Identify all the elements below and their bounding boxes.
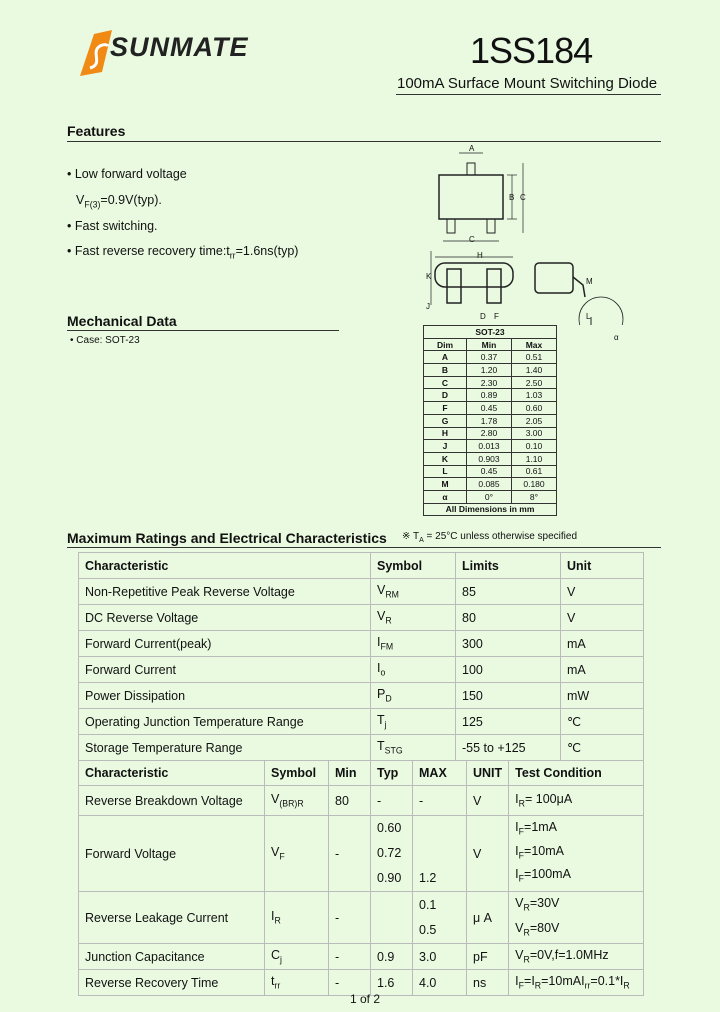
cell-limit: 80 [456, 605, 561, 631]
cell-unit: mW [561, 683, 644, 709]
sot-cell: 0.60 [512, 402, 557, 415]
cell-unit: mA [561, 631, 644, 657]
cell-characteristic: Forward Current [79, 657, 371, 683]
table-row [424, 351, 557, 364]
cell-unit: V [561, 605, 644, 631]
sot-cell: K [424, 452, 467, 465]
sot-cell: 1.78 [467, 414, 512, 427]
cell-symbol: $V_{RM}$ [371, 579, 456, 605]
cell-max: 1.2 [413, 816, 467, 892]
sot-cell: 0.45 [467, 465, 512, 478]
sot-cell: G [424, 414, 467, 427]
cell-max: 3.0 [413, 944, 467, 970]
cell-symbol: $I_o$ [371, 657, 456, 683]
table-row [424, 376, 557, 389]
cell-limit: 85 [456, 579, 561, 605]
table-row [79, 553, 644, 579]
header-characteristic: Characteristic [79, 761, 265, 786]
header-min: Min [329, 761, 371, 786]
cell-characteristic: Reverse Leakage Current [79, 892, 265, 944]
cell-symbol: $T_j$ [371, 709, 456, 735]
cell-symbol: $I_R$ [265, 892, 329, 944]
cell-unit: ℃ [561, 735, 644, 761]
feature-trr: • Fast reverse recovery $time:t_{rr}=1.6ns(typ)$ [67, 244, 299, 261]
cell-characteristic: Non-Repetitive Peak Reverse Voltage [79, 579, 371, 605]
sot-cell: 0.085 [467, 478, 512, 491]
page-subtitle: 100mA Surface Mount Switching Diode [397, 75, 658, 92]
cell-unit: μ A [467, 892, 509, 944]
cell-max: 0.1 0.5 [413, 892, 467, 944]
header-limits: Limits [456, 553, 561, 579]
cell-unit: ns [467, 970, 509, 996]
cell-characteristic: Forward Voltage [79, 816, 265, 892]
sot-cell: 0.51 [512, 351, 557, 364]
sot-cell: M [424, 478, 467, 491]
table-row [424, 414, 557, 427]
dim-label-b: B [509, 193, 515, 202]
dim-label-d: D [480, 312, 486, 321]
sot-cell: 0.89 [467, 389, 512, 402]
table-row [424, 427, 557, 440]
table-row [424, 452, 557, 465]
dim-label-a: A [469, 144, 475, 153]
cell-typ: 0.60 0.72 0.90 [371, 816, 413, 892]
ratings-rule [67, 547, 661, 548]
cell-limit: 125 [456, 709, 561, 735]
table-row [424, 478, 557, 491]
mechanical-rule [67, 330, 339, 331]
dim-label-h: H [477, 251, 483, 260]
sot23-package-drawing-icon [395, 145, 635, 325]
cell-characteristic: Operating Junction Temperature Range [79, 709, 371, 735]
brand-name: SUNMATE [110, 32, 249, 62]
header-max: MAX [413, 761, 467, 786]
sot-cell: D [424, 389, 467, 402]
sot-cell: 2.30 [467, 376, 512, 389]
header-typ: Typ [371, 761, 413, 786]
cell-characteristic: Power Dissipation [79, 683, 371, 709]
cell-characteristic: Forward Current(peak) [79, 631, 371, 657]
sot-cell: 1.20 [467, 364, 512, 377]
cell-max: - [413, 786, 467, 816]
header-divider [396, 94, 661, 95]
sot-cell: 0.10 [512, 440, 557, 453]
sot-cell: 1.40 [512, 364, 557, 377]
cell-condition: $I_R= 100\mu A$ [509, 786, 644, 816]
sot-header-dim: Dim [424, 338, 467, 351]
sot-cell: A [424, 351, 467, 364]
part-number: 1SS184 [470, 30, 593, 71]
sot-cell: L [424, 465, 467, 478]
table-row [79, 579, 644, 605]
cell-symbol: $V_R$ [371, 605, 456, 631]
cell-unit: V [467, 816, 509, 892]
dim-label-m: M [586, 277, 593, 286]
table-row [79, 605, 644, 631]
cell-typ: - [371, 786, 413, 816]
sot-cell: H [424, 427, 467, 440]
table-row [424, 440, 557, 453]
sot-header-min: Min [467, 338, 512, 351]
sot-cell: F [424, 402, 467, 415]
cell-characteristic: Reverse Breakdown Voltage [79, 786, 265, 816]
header-unit: Unit [561, 553, 644, 579]
table-row [79, 683, 644, 709]
sot-cell: 2.05 [512, 414, 557, 427]
sot-cell: 0° [467, 490, 512, 503]
sot-table-title: SOT-23 [424, 326, 557, 339]
table-row [424, 338, 557, 351]
sot-cell: 0.61 [512, 465, 557, 478]
cell-min: - [329, 944, 371, 970]
feature-fast-switching: • Fast switching. [67, 219, 158, 233]
cell-symbol: $t_{rr}$ [265, 970, 329, 996]
cell-condition: $I_F=I_R=10mAI_{rr}=0.1*I_R$ [509, 970, 644, 996]
table-row [79, 709, 644, 735]
table-row [79, 816, 644, 892]
cell-typ: 1.6 [371, 970, 413, 996]
sot23-dimension-table [423, 325, 557, 516]
cell-typ: 0.9 [371, 944, 413, 970]
cell-symbol: $C_j$ [265, 944, 329, 970]
feature-vf-value: $V_{F(3)}=0.9V(typ)$. [76, 193, 162, 210]
feature-low-vf: • Low forward voltage [67, 167, 187, 181]
cell-symbol: $P_D$ [371, 683, 456, 709]
sot-cell: 0.180 [512, 478, 557, 491]
table-row [79, 761, 644, 786]
ratings-note: ※ $T_A = 25^\circ C$ unless otherwise specified [402, 531, 578, 544]
cell-symbol: $V_F$ [265, 816, 329, 892]
sot-cell: 0.45 [467, 402, 512, 415]
sot-cell: 0.903 [467, 452, 512, 465]
table-row [424, 364, 557, 377]
sot-cell: 2.80 [467, 427, 512, 440]
cell-max: 4.0 [413, 970, 467, 996]
cell-characteristic: Junction Capacitance [79, 944, 265, 970]
cell-symbol: $T_{STG}$ [371, 735, 456, 761]
dim-label-f: F [494, 312, 499, 321]
cell-condition: $V_R=30V$ $V_R=80V$ [509, 892, 644, 944]
sot-cell: 0.37 [467, 351, 512, 364]
table-row [79, 944, 644, 970]
cell-limit: 100 [456, 657, 561, 683]
cell-characteristic: Reverse Recovery Time [79, 970, 265, 996]
mechanical-case: • Case: SOT-23 [70, 335, 140, 346]
ratings-title: Maximum Ratings and Electrical Characteristics [67, 530, 387, 546]
header-unit: UNIT [467, 761, 509, 786]
dim-label-c: C [520, 193, 526, 202]
cell-characteristic: Storage Temperature Range [79, 735, 371, 761]
features-rule [67, 141, 661, 142]
sot-header-max: Max [512, 338, 557, 351]
cell-characteristic: DC Reverse Voltage [79, 605, 371, 631]
dim-label-k: K [426, 272, 432, 281]
sot-cell: 1.03 [512, 389, 557, 402]
features-title: Features [67, 123, 126, 139]
cell-symbol: $V_{(BR)R}$ [265, 786, 329, 816]
table-row [79, 892, 644, 944]
cell-min: - [329, 970, 371, 996]
cell-unit: pF [467, 944, 509, 970]
dim-label-c2: C [469, 235, 475, 244]
header-test-condition: Test Condition [509, 761, 644, 786]
table-row [79, 631, 644, 657]
cell-unit: ℃ [561, 709, 644, 735]
cell-condition: $I_F=1mA$ $I_F=10mA$ $I_F=100mA$ [509, 816, 644, 892]
max-ratings-table [78, 552, 644, 761]
sot-cell: 2.50 [512, 376, 557, 389]
table-row [79, 657, 644, 683]
cell-limit: -55 to +125 [456, 735, 561, 761]
cell-condition: $V_R=0V,f=1.0MHz$ [509, 944, 644, 970]
page-number: 1 of 2 [350, 992, 381, 1006]
cell-min: - [329, 892, 371, 944]
cell-symbol: $I_{FM}$ [371, 631, 456, 657]
cell-unit: V [467, 786, 509, 816]
cell-typ [371, 892, 413, 944]
sot-cell: 3.00 [512, 427, 557, 440]
sot-cell: α [424, 490, 467, 503]
table-row [79, 735, 644, 761]
table-row [424, 465, 557, 478]
cell-min: - [329, 816, 371, 892]
cell-unit: mA [561, 657, 644, 683]
sot-cell: 0.013 [467, 440, 512, 453]
cell-min: 80 [329, 786, 371, 816]
dim-label-j: J [426, 302, 430, 311]
sot-cell: B [424, 364, 467, 377]
electrical-characteristics-table [78, 760, 644, 996]
header-symbol: Symbol [371, 553, 456, 579]
cell-limit: 150 [456, 683, 561, 709]
dim-label-l: L [586, 312, 591, 321]
cell-unit: V [561, 579, 644, 605]
header-symbol: Symbol [265, 761, 329, 786]
dim-label-alpha: α [614, 333, 619, 342]
cell-limit: 300 [456, 631, 561, 657]
table-row [424, 402, 557, 415]
table-row [79, 786, 644, 816]
mechanical-title: Mechanical Data [67, 313, 177, 329]
sot-cell: J [424, 440, 467, 453]
sot-cell: C [424, 376, 467, 389]
table-row [424, 490, 557, 503]
header-characteristic: Characteristic [79, 553, 371, 579]
sot-cell: 8° [512, 490, 557, 503]
table-row [424, 389, 557, 402]
sot-cell: 1.10 [512, 452, 557, 465]
sot-table-footer: All Dimensions in mm [424, 503, 557, 516]
